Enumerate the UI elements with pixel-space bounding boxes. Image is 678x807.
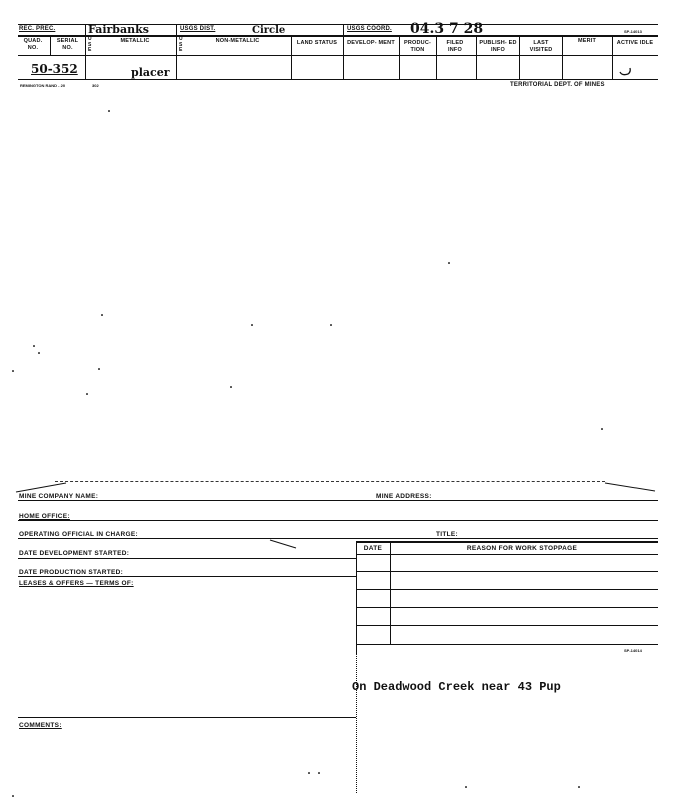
serial-no-header: SERIAL NO. <box>56 38 79 51</box>
production-header: PRODUC- TION <box>403 40 432 53</box>
torn-edge-left <box>14 480 74 494</box>
title-label: TITLE: <box>436 531 459 538</box>
filed-info-header: FILED INFO <box>446 40 464 53</box>
metallic-header: METALLIC <box>120 38 150 44</box>
torn-edge-right <box>600 480 660 494</box>
mine-address-label: MINE ADDRESS: <box>376 493 432 500</box>
date-development-label: DATE DEVELOPMENT STARTED: <box>19 550 130 557</box>
usgs-dist-value: Circle <box>252 25 286 36</box>
usgs-coord-value: 04.3 7 28 <box>410 21 484 37</box>
top-footer-right: TERRITORIAL DEPT. OF MINES <box>510 82 605 88</box>
location-note: On Deadwood Creek near 43 Pup <box>352 680 561 694</box>
comments-label: COMMENTS: <box>19 722 62 729</box>
development-header: DEVELOP- MENT <box>347 40 395 46</box>
mine-company-name-label: MINE COMPANY NAME: <box>19 493 99 500</box>
usgs-coord-label: USGS COORD. <box>347 26 392 32</box>
date-production-label: DATE PRODUCTION STARTED: <box>19 569 124 576</box>
active-idle-header: ACTIVE IDLE <box>616 40 654 46</box>
land-status-header: LAND STATUS <box>296 40 338 46</box>
use-left-header: U S E <box>88 36 92 53</box>
merit-header: MERIT <box>577 38 597 44</box>
top-footer-code: 302 <box>92 83 99 88</box>
pen-stroke <box>268 538 300 550</box>
top-footer-left: REMINGTON RAND - 20 <box>20 83 66 88</box>
quad-no-header: QUAD. NO. <box>23 38 43 51</box>
stoppage-reason-header: REASON FOR WORK STOPPAGE <box>466 545 578 552</box>
rec-prec-label: REC. PREC. <box>19 26 56 32</box>
rec-prec-value: Fairbanks <box>88 23 149 36</box>
form-number-top: SP-14013 <box>624 29 642 34</box>
published-info-header: PUBLISH- ED INFO <box>479 40 517 53</box>
quad-serial-entry: 50-352 <box>31 62 78 76</box>
stoppage-date-header: DATE <box>363 545 383 552</box>
non-metallic-header: NON-METALLIC <box>215 38 260 44</box>
home-office-label: HOME OFFICE: <box>19 513 70 520</box>
last-visited-header: LAST VISITED <box>529 40 553 53</box>
usgs-dist-label: USGS DIST. <box>180 26 216 32</box>
leases-label: LEASES & OFFERS — TERMS OF: <box>19 580 134 587</box>
use-right-header: U S E <box>179 36 183 53</box>
form-number-bottom: SP-14014 <box>624 648 642 653</box>
operating-official-label: OPERATING OFFICIAL IN CHARGE: <box>19 531 138 538</box>
active-idle-mark <box>616 62 634 78</box>
non-metallic-entry: placer <box>131 66 170 79</box>
